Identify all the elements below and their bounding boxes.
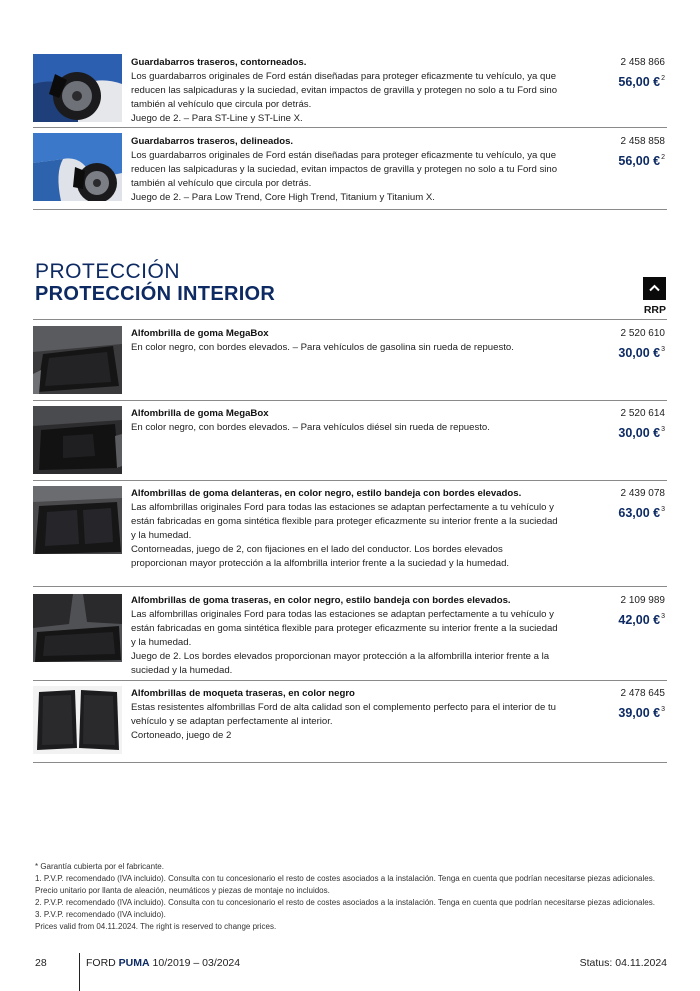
footnote: 1. P.V.P. recomendado (IVA incluido). Consulta con tu concesionario el resto de costes asociados a la instalación. Tenga en cuenta que podrían necesitarse piezas adicionales. Precio unitario por llanta de aleación, neumáticos y piezas de montaje no incluidos. bbox=[35, 874, 655, 895]
part-number: 2 520 610 bbox=[620, 328, 665, 339]
part-number: 2 109 989 bbox=[620, 595, 665, 606]
product-row bbox=[33, 320, 667, 401]
status-date: Status: 04.11.2024 bbox=[579, 957, 667, 969]
rear-carpet-mats-image bbox=[33, 686, 122, 754]
front-rubber-mats-image bbox=[33, 486, 122, 554]
rear-mudflap-outlined-image bbox=[33, 133, 122, 201]
footnote-ref: 2 bbox=[661, 154, 665, 161]
footnote-ref: 3 bbox=[661, 613, 665, 620]
product-description: Las alfombrillas originales Ford para todas las estaciones se adaptan perfectamente a tu vehículo y están fabricadas en goma sintética flexible para proteger eficazmente su interior frente a la suciedad y la humedad. bbox=[131, 609, 558, 648]
megabox-mat-diesel-image bbox=[33, 406, 122, 474]
brand: FORD bbox=[86, 957, 116, 969]
product-row bbox=[33, 586, 667, 681]
product-title: Alfombrillas de goma delanteras, en color negro, estilo bandeja con bordes elevados. bbox=[131, 488, 522, 499]
footnote-ref: 3 bbox=[661, 426, 665, 433]
product-title: Alfombrilla de goma MegaBox bbox=[131, 408, 269, 419]
product-row bbox=[33, 54, 667, 128]
product-title: Alfombrillas de goma traseras, en color negro, estilo bandeja con bordes elevados. bbox=[131, 595, 511, 606]
part-number: 2 458 858 bbox=[620, 136, 665, 147]
section-subtitle: PROTECCIÓN INTERIOR bbox=[35, 283, 276, 305]
product-note: Juego de 2. Los bordes elevados proporcionan mayor protección a la alfombrilla interior frente a la suciedad y la humedad. bbox=[131, 651, 550, 676]
model-line bbox=[86, 957, 240, 969]
part-number: 2 520 614 bbox=[620, 408, 665, 419]
model-name: PUMA bbox=[118, 957, 150, 969]
footnote-ref: 3 bbox=[661, 346, 665, 353]
scroll-to-top-button[interactable] bbox=[643, 277, 666, 300]
product-row bbox=[33, 400, 667, 481]
footnote-ref: 2 bbox=[661, 75, 665, 82]
product-row bbox=[33, 480, 667, 587]
section-title: PROTECCIÓN bbox=[35, 260, 181, 283]
product-description: Los guardabarros originales de Ford están diseñadas para proteger eficazmente tu vehículo, ya que reducen las salpicaduras y la suciedad, evitan impactos de gravilla y protegen no solo a tu Ford sino también al vehículo que circula por detrás. bbox=[131, 71, 558, 110]
footnote-ref: 3 bbox=[661, 706, 665, 713]
product-description: Estas resistentes alfombrillas Ford de alta calidad son el complemento perfecto para el interior de tu vehículo y se adaptan perfectamente al interior. bbox=[131, 702, 557, 727]
rear-rubber-mats-image bbox=[33, 594, 122, 662]
price: 42,00 € bbox=[618, 613, 661, 627]
price: 63,00 € bbox=[618, 506, 661, 520]
price: 39,00 € bbox=[618, 706, 661, 720]
rrp-column-header: RRP bbox=[643, 304, 666, 316]
product-title: Alfombrilla de goma MegaBox bbox=[131, 328, 269, 339]
price: 56,00 € bbox=[618, 154, 661, 168]
footnotes bbox=[35, 861, 665, 933]
chevron-up-icon bbox=[643, 277, 666, 300]
product-description: En color negro, con bordes elevados. – Para vehículos de gasolina sin rueda de repuesto. bbox=[131, 342, 514, 353]
product-row bbox=[33, 133, 667, 210]
page-number: 28 bbox=[35, 957, 47, 969]
product-description: Las alfombrillas originales Ford para todas las estaciones se adaptan perfectamente a tu vehículo y están fabricadas en goma sintética flexible para proteger eficazmente su interior frente a la suciedad y la humedad. bbox=[131, 502, 558, 541]
product-note: Cortoneado, juego de 2 bbox=[131, 730, 232, 741]
footnote-ref: 3 bbox=[661, 506, 665, 513]
footnote: Prices valid from 04.11.2024. The right is reserved to change prices. bbox=[35, 922, 277, 931]
price: 30,00 € bbox=[618, 346, 661, 360]
rear-mudflap-contoured-image bbox=[33, 54, 122, 122]
part-number: 2 458 866 bbox=[620, 57, 665, 68]
model-period: 10/2019 – 03/2024 bbox=[152, 957, 241, 969]
footer-divider bbox=[79, 953, 80, 991]
product-note: Contorneadas, juego de 2, con fijaciones en el lado del conductor. Los bordes elevados proporcionan mayor protección a la alfombrilla interior frente a la suciedad y la humedad. bbox=[131, 544, 510, 569]
footnote: 2. P.V.P. recomendado (IVA incluido). Consulta con tu concesionario el resto de costes asociados a la instalación. Tenga en cuenta que podrían necesitarse piezas adicionales. bbox=[35, 898, 655, 907]
footnote: 3. P.V.P. recomendado (IVA incluido). bbox=[35, 910, 166, 919]
price: 56,00 € bbox=[618, 75, 661, 89]
product-note: Juego de 2. – Para ST-Line y ST-Line X. bbox=[131, 113, 303, 124]
product-note: Juego de 2. – Para Low Trend, Core High Trend, Titanium y Titanium X. bbox=[131, 192, 435, 203]
product-description: Los guardabarros originales de Ford están diseñadas para proteger eficazmente tu vehículo, ya que reducen las salpicaduras y la suciedad, evitan impactos de gravilla y protegen no solo a tu Ford sino también al vehículo que circula por detrás. bbox=[131, 150, 558, 189]
megabox-mat-petrol-image bbox=[33, 326, 122, 394]
product-row bbox=[33, 680, 667, 763]
price: 30,00 € bbox=[618, 426, 661, 440]
part-number: 2 478 645 bbox=[620, 688, 665, 699]
product-title: Guardabarros traseros, delineados. bbox=[131, 136, 294, 147]
footnote: * Garantía cubierta por el fabricante. bbox=[35, 862, 164, 871]
product-description: En color negro, con bordes elevados. – Para vehículos diésel sin rueda de repuesto. bbox=[131, 422, 490, 433]
product-title: Alfombrillas de moqueta traseras, en color negro bbox=[131, 688, 355, 699]
product-title: Guardabarros traseros, contorneados. bbox=[131, 57, 307, 68]
part-number: 2 439 078 bbox=[620, 488, 665, 499]
